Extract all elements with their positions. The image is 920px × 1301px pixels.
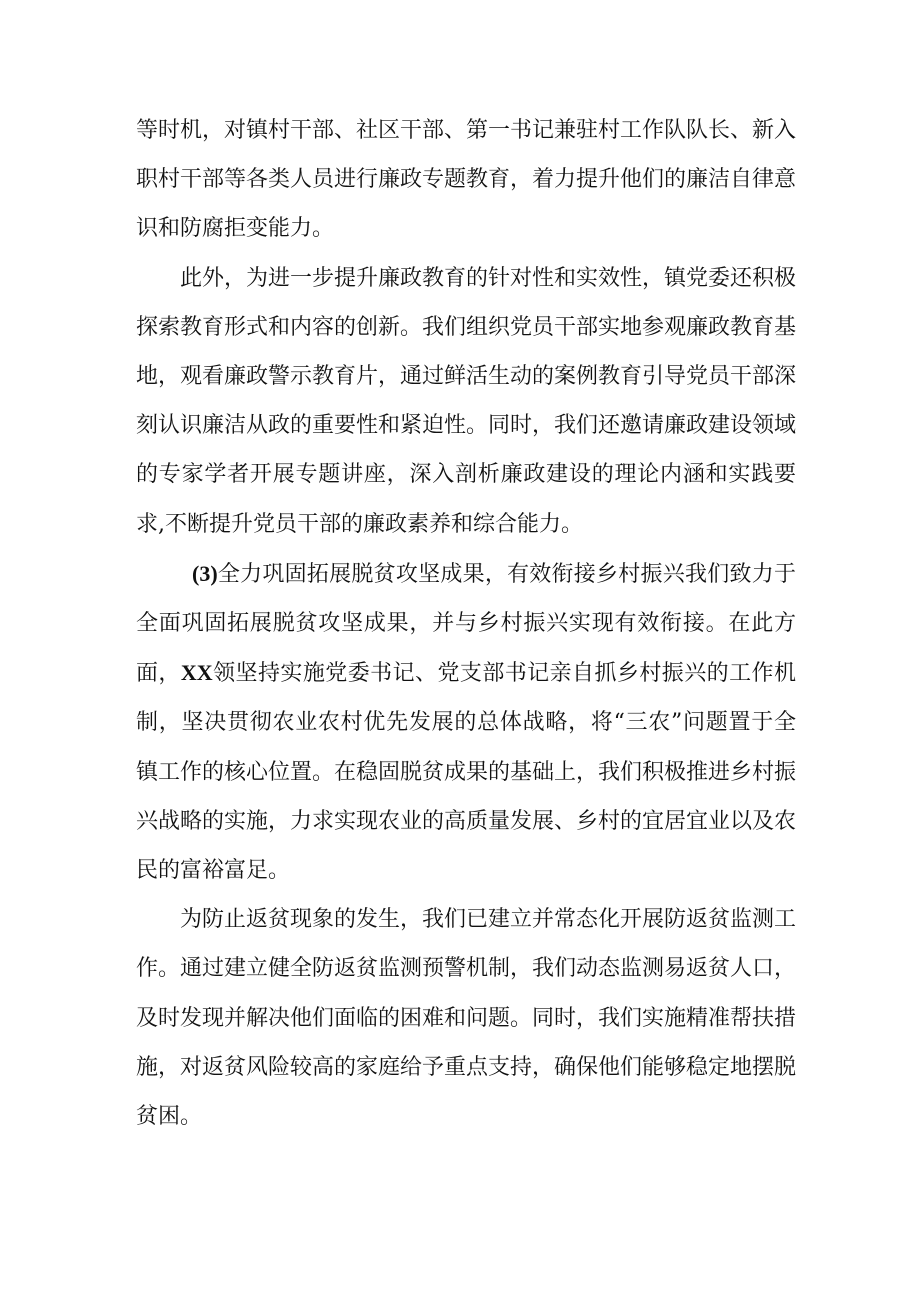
- paragraph-2: [136, 254, 796, 549]
- paragraph-4-text: 为防止返贫现象的发生，我们已建立并常态化开展防返贫监测工作。通过建立健全防返贫监测预警机制，我们动态监测易返贫人口，及时发现并解决他们面临的困难和问题。同时，我们实施精准帮扶措施，对返贫风险较高的家庭给予重点支持，确保他们能够稳定地摆脱贫困。: [136, 907, 797, 1130]
- section-number: (3): [192, 560, 218, 586]
- paragraph-1: [136, 106, 796, 254]
- paragraph-3-text-b: 领坚持实施党委书记、党支部书记亲自抓乡村振兴的工作机制，坚决贯彻农业农村优先发展的总体战略，将“三农”问题置于全镇工作的核心位置。在稳固脱贫成果的基础上，我们积极推进乡村振兴战略的实施，力求实现农业的高质量发展、乡村的宜居宜业以及农民的富裕富足。: [136, 661, 797, 884]
- placeholder-name: XX: [180, 660, 213, 686]
- paragraph-3-text-a: 全力巩固拓展脱贫攻坚成果，有效衔接乡村振兴我们致力于全面巩固拓展脱贫攻坚成果，并与乡村振兴实现有效衔接。在此方面，: [136, 561, 796, 687]
- document-body: [136, 106, 796, 1141]
- paragraph-4: [136, 895, 796, 1141]
- paragraph-1-text: 等时机，对镇村干部、社区干部、第一书记兼驻村工作队队长、新入职村干部等各类人员进行廉政专题教育，着力提升他们的廉洁自律意识和防腐拒变能力。: [136, 118, 797, 242]
- paragraph-3: [136, 549, 796, 895]
- paragraph-2-text: 此外，为进一步提升廉政教育的针对性和实效性，镇党委还积极探索教育形式和内容的创新。我们组织党员干部实地参观廉政教育基地，观看廉政警示教育片，通过鲜活生动的案例教育引导党员干部深刻认识廉洁从政的重要性和紧迫性。同时，我们还邀请廉政建设领域的专家学者开展专题讲座，深入剖析廉政建设的理论内涵和实践要求,不断提升党员干部的廉政素养和综合能力。: [136, 265, 797, 537]
